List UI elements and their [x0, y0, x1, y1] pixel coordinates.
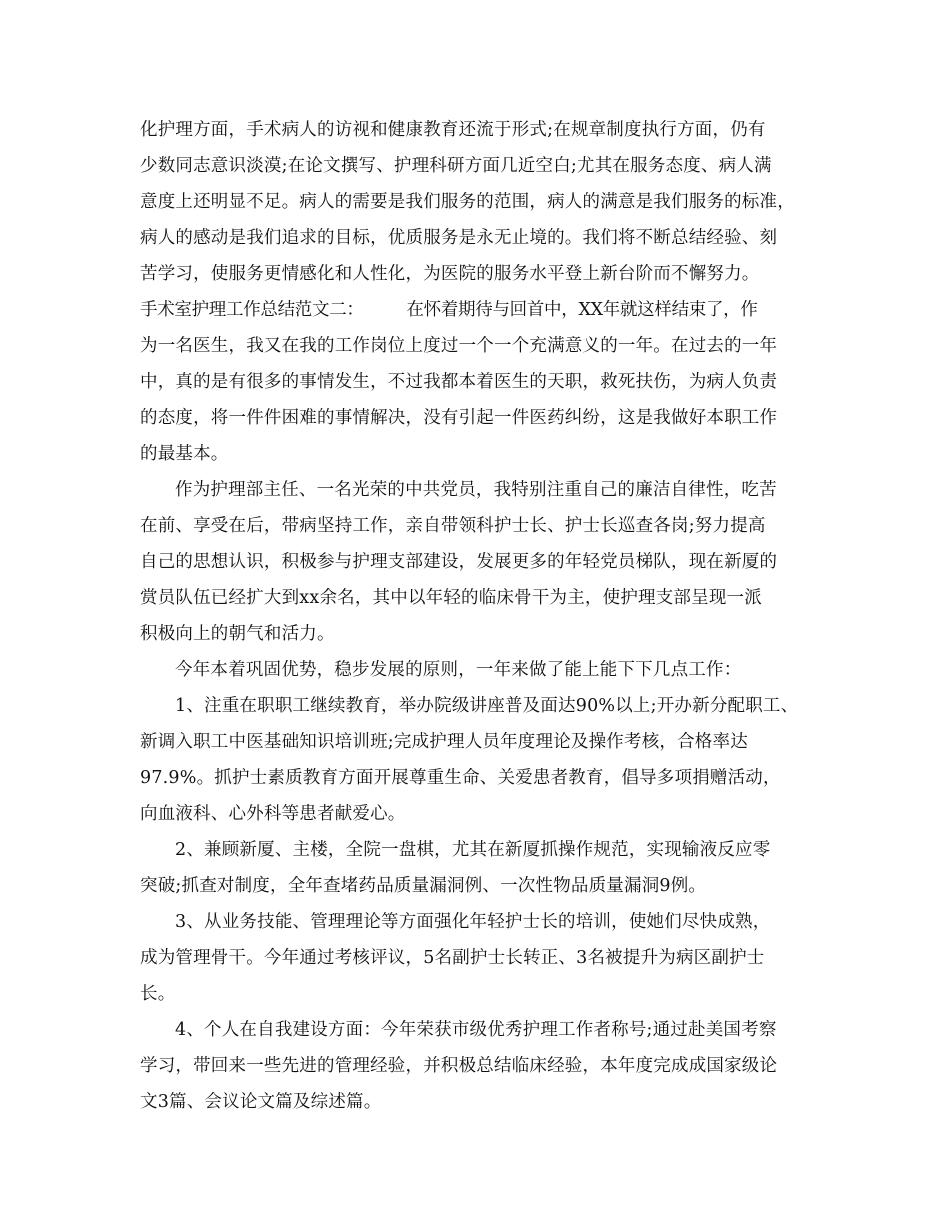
text-line: 突破;抓查对制度，全年查堵药品质量漏洞例、一次性物品质量漏洞9例。: [140, 876, 707, 896]
list-item-line: 3、从业务技能、管理理论等方面强化年轻护士长的培训，使她们尽快成熟，: [175, 912, 771, 932]
text-line: 自己的思想认识，积极参与护理支部建设，发展更多的年轻党员梯队，现在新厦的: [140, 552, 778, 572]
paragraph-start-line: 今年本着巩固优势，稳步发展的原则，一年来做了能上能下下几点工作：: [175, 660, 742, 680]
text-line: 在前、享受在后，带病坚持工作，亲自带领科护士长、护士长巡查各岗;努力提高: [140, 516, 766, 536]
list-item-line: 1、注重在职职工继续教育，举办院级讲座普及面达90%以上;开办新分配职工、: [175, 696, 799, 716]
text-line: 成为管理骨干。今年通过考核评议，5名副护士长转正、3名被提升为病区副护士: [140, 948, 765, 968]
text-line: 文3篇、会议论文篇及综述篇。: [140, 1092, 382, 1112]
text-line: 苦学习，使服务更情感化和人性化，为医院的服务水平登上新台阶而不懈努力。: [140, 264, 760, 284]
text-line: 病人的感动是我们追求的目标，优质服务是永无止境的。我们将不断总结经验、刻: [140, 228, 778, 248]
text-line: 化护理方面，手术病人的访视和健康教育还流于形式;在规章制度执行方面，仍有: [140, 120, 766, 140]
text-line: 的最基本。: [140, 444, 229, 464]
section-heading-line: 手术室护理工作总结范文二： 在怀着期待与回首中，XX年就这样结束了，作: [140, 300, 758, 320]
list-item-line: 2、兼顾新厦、主楼，全院一盘棋，尤其在新厦抓操作规范，实现输液反应零: [175, 840, 771, 860]
text-line: 长。: [140, 984, 176, 1004]
text-line: 为一名医生，我又在我的工作岗位上度过一个一个充满意义的一年。在过去的一年: [140, 336, 778, 356]
paragraph-start-line: 作为护理部主任、一名光荣的中共党员，我特别注重自己的廉洁自律性，吃苦: [175, 480, 777, 500]
text-line: 中，真的是有很多的事情发生，不过我都本着医生的天职，救死扶伤，为病人负责: [140, 372, 778, 392]
text-line: 赏员队伍已经扩大到xx余名，其中以年轻的临床骨干为主，使护理支部呈现一派: [140, 588, 762, 608]
list-item-line: 4、个人在自我建设方面：今年荣获市级优秀护理工作者称号;通过赴美国考察: [175, 1020, 777, 1040]
text-line: 少数同志意识淡漠;在论文撰写、护理科研方面几近空白;尤其在服务态度、病人满: [140, 156, 772, 176]
text-line: 向血液科、心外科等患者献爱心。: [140, 804, 406, 824]
text-line: 的态度，将一件件困难的事情解决，没有引起一件医药纠纷，这是我做好本职工作: [140, 408, 778, 428]
text-line: 意度上还明显不足。病人的需要是我们服务的范围，病人的满意是我们服务的标准，: [140, 192, 795, 212]
text-line: 97.9%。抓护士素质教育方面开展尊重生命、关爱患者教育，倡导多项捐赠活动，: [140, 768, 781, 788]
text-line: 积极向上的朝气和活力。: [140, 624, 335, 644]
text-line: 新调入职工中医基础知识培训班;完成护理人员年度理论及操作考核，合格率达: [140, 732, 748, 752]
text-line: 学习，带回来一些先进的管理经验，并积极总结临床经验，本年度完成成国家级论: [140, 1056, 778, 1076]
